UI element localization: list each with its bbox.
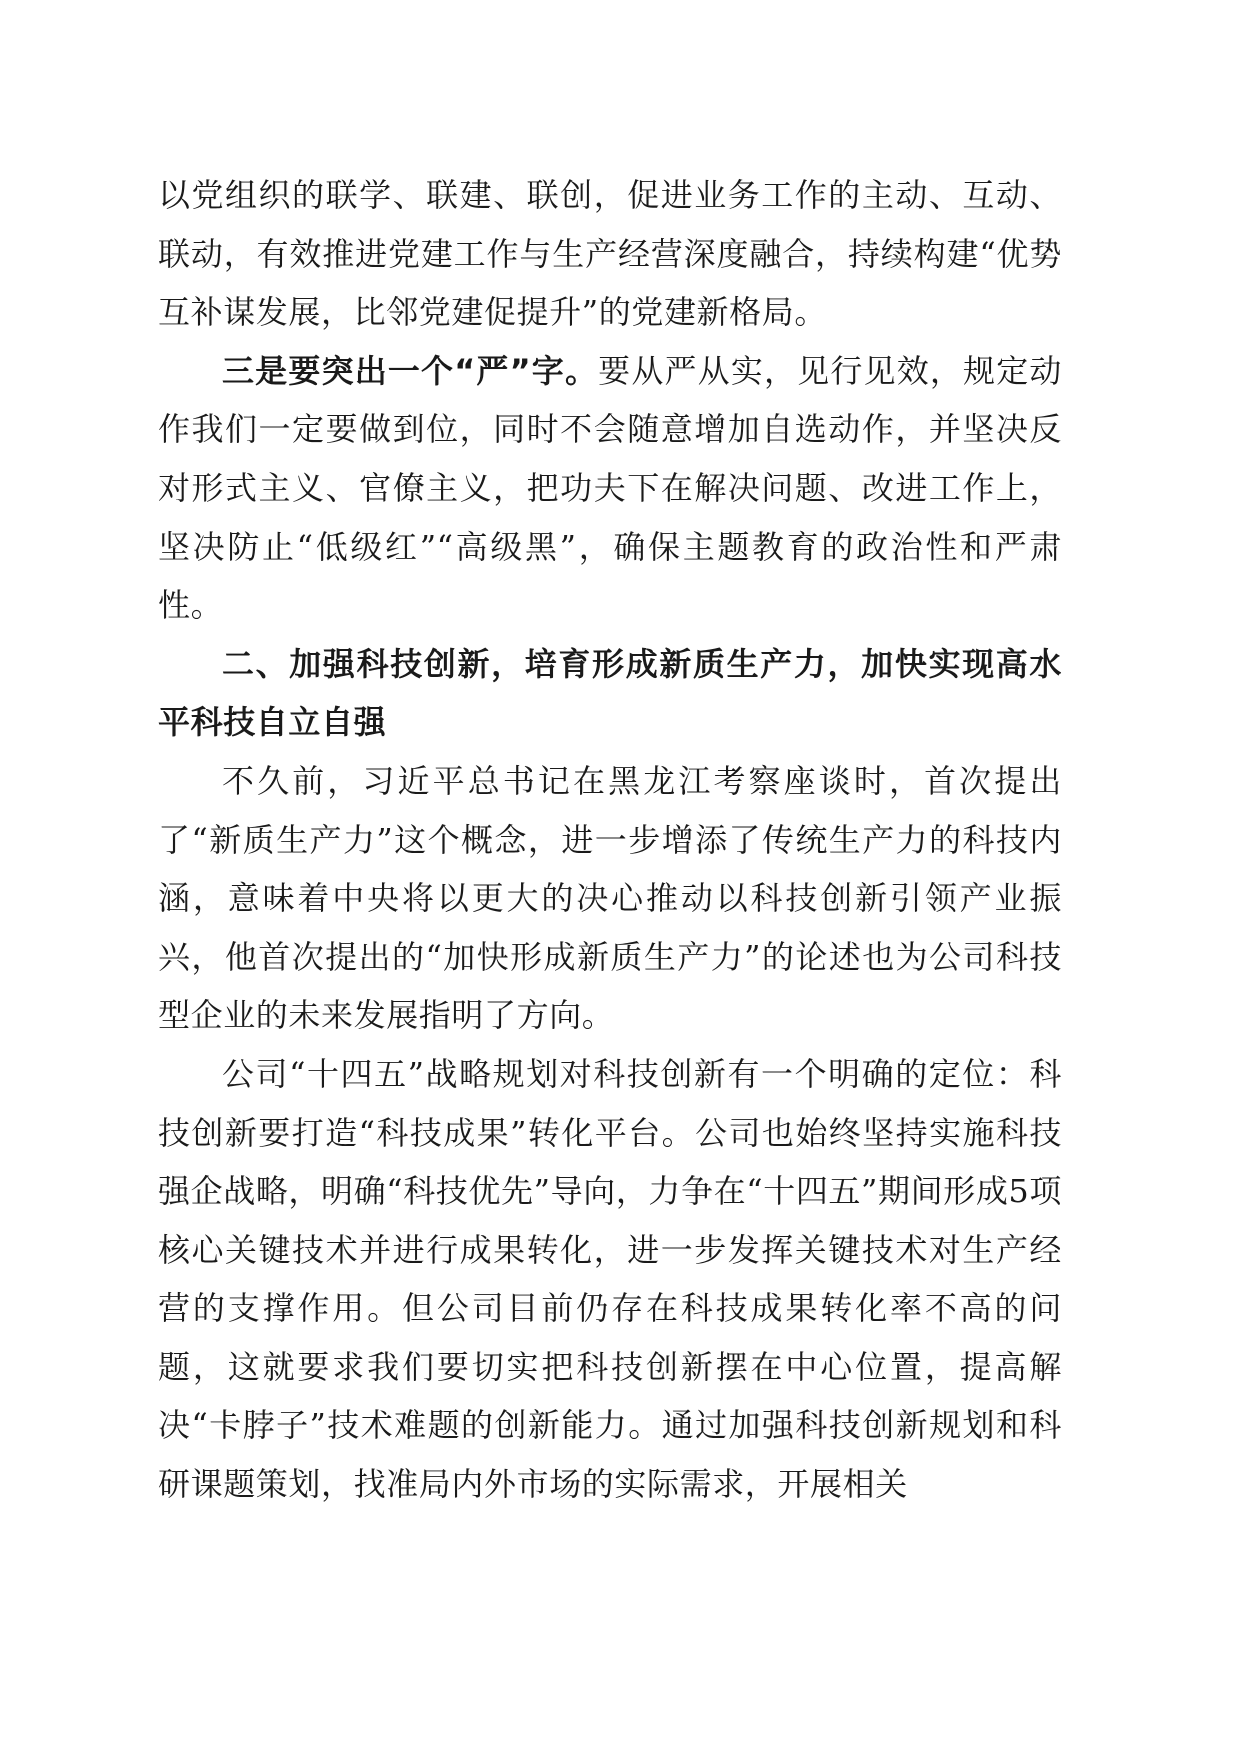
- paragraph-text: 以党组织的联学、联建、联创，促进业务工作的主动、互动、联动，有效推进党建工作与生产经营深度融合，持续构建“优势互补谋发展，比邻党建促提升”的党建新格局。: [158, 176, 1062, 332]
- paragraph-continuation: [158, 166, 1062, 342]
- paragraph-strict: [158, 342, 1062, 635]
- paragraph-text: 要从严从实，见行见效，规定动作我们一定要做到位，同时不会随意增加自选动作，并坚决反对形式主义、官僚主义，把功夫下在解决问题、改进工作上，坚决防止“低级红”“高级黑”，确保主题教育的政治性和严肃性。: [158, 351, 1062, 625]
- paragraph-new-productivity: [158, 752, 1062, 1045]
- paragraph-lead-bold: 三是要突出一个“严”字。: [222, 351, 599, 390]
- paragraph-strategy: [158, 1045, 1062, 1514]
- paragraph-text: 公司“十四五”战略规划对科技创新有一个明确的定位：科技创新要打造“科技成果”转化平台。公司也始终坚持实施科技强企战略，明确“科技优先”导向，力争在“十四五”期间形成5项核心关键技术并进行成果转化，进一步发挥关键技术对生产经营的支撑作用。但公司目前仍存在科技成果转化率不高的问题，这就要求我们要切实把科技创新摆在中心位置，提高解决“卡脖子”技术难题的创新能力。通过加强科技创新规划和科研课题策划，找准局内外市场的实际需求，开展相关: [158, 1054, 1062, 1504]
- paragraph-text: 不久前，习近平总书记在黑龙江考察座谈时，首次提出了“新质生产力”这个概念，进一步增添了传统生产力的科技内涵，意味着中央将以更大的决心推动以科技创新引领产业振兴，他首次提出的“加快形成新质生产力”的论述也为公司科技型企业的未来发展指明了方向。: [158, 761, 1062, 1035]
- document-page: [158, 166, 1062, 1514]
- section-heading: 二、加强科技创新，培育形成新质生产力，加快实现高水平科技自立自强: [158, 644, 1062, 742]
